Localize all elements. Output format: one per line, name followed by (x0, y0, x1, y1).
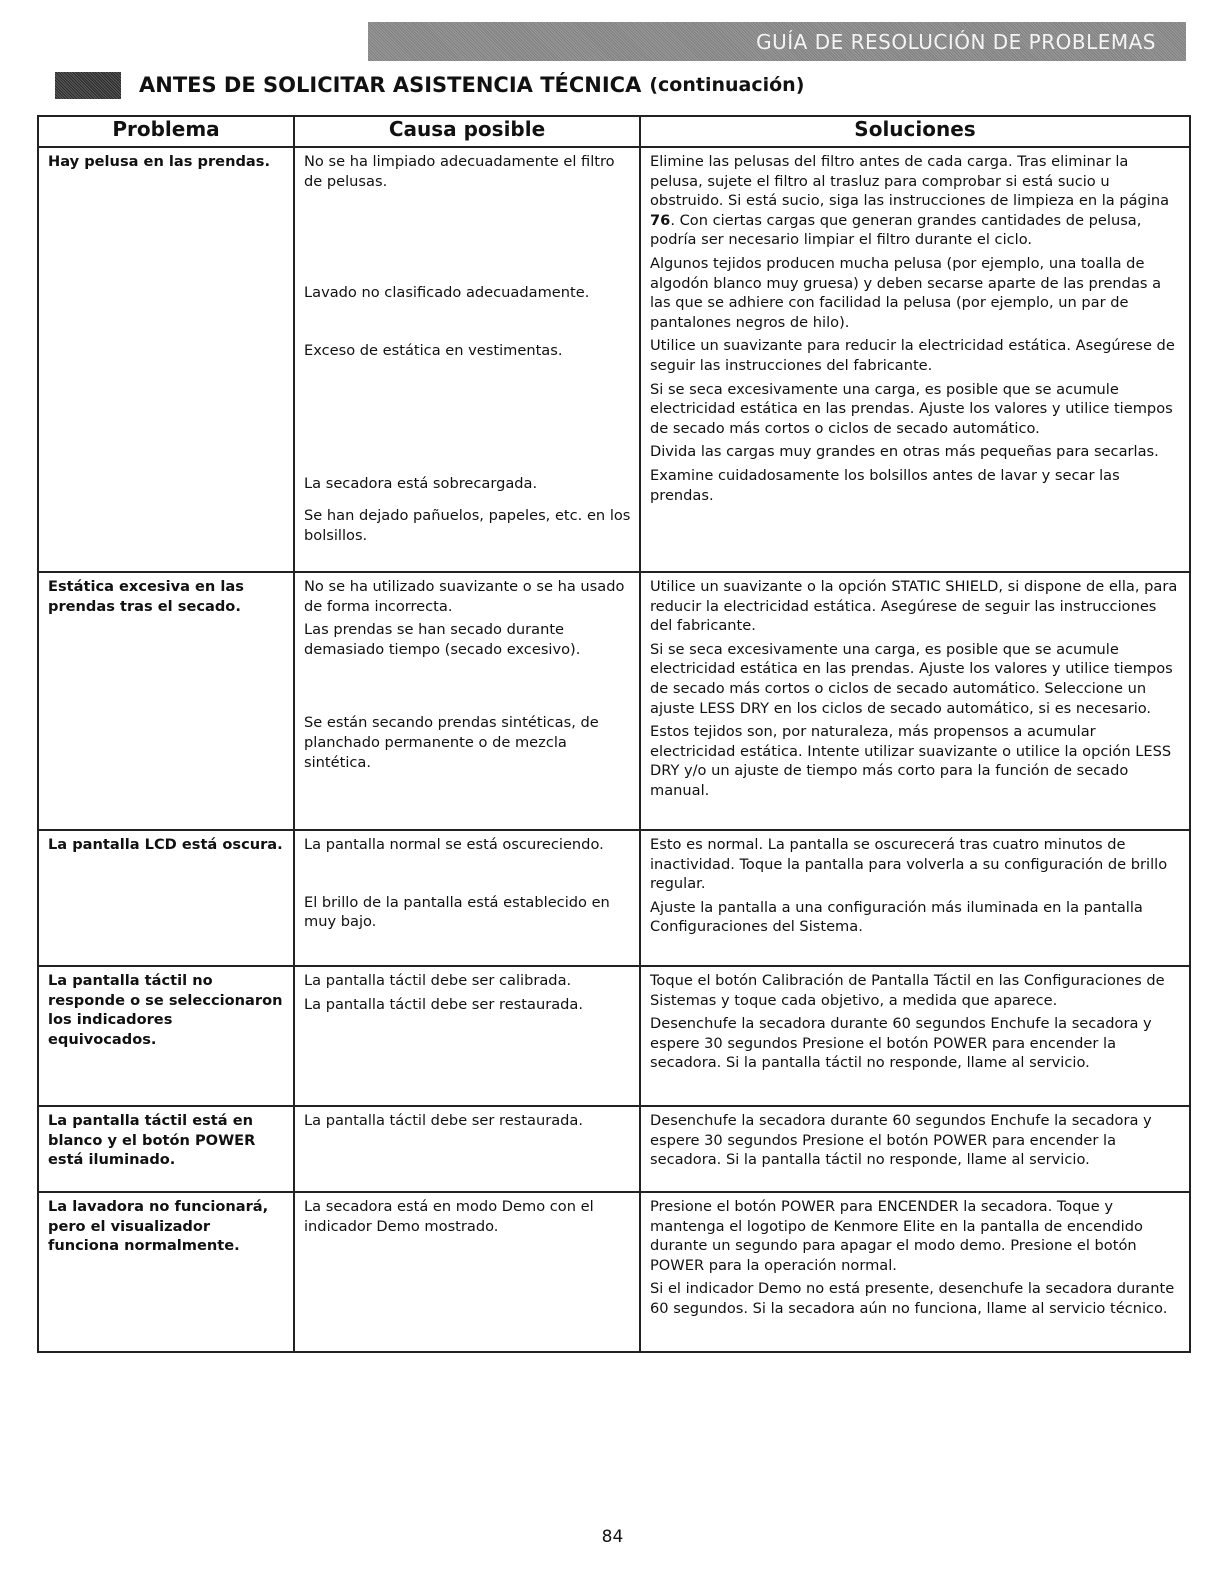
table-row (38, 147, 1190, 572)
problem-cell: Hay pelusa en las prendas. (38, 147, 294, 572)
cause-text: El brillo de la pantalla está establecido en muy bajo. (304, 893, 610, 931)
problem-cell: La pantalla LCD está oscura. (38, 830, 294, 966)
cause-text: La secadora está en modo Demo con el indicador Demo mostrado. (304, 1198, 594, 1235)
cause-text: La pantalla táctil debe ser restaurada. (304, 1112, 583, 1129)
solution-text: Algunos tejidos producen mucha pelusa (por ejemplo, una toalla de algodón blanco muy gruesa) y deben secarse aparte de las prendas a las que se adhiere con facilidad la pelusa (por ejemplo, un par de pantalones negros de hilo). (650, 254, 1162, 331)
problem-cell: Estática excesiva en las prendas tras el secado. (38, 572, 294, 830)
cause-cell (294, 147, 640, 572)
heading-suffix: (continuación) (649, 74, 805, 96)
table-header-row (38, 116, 1190, 147)
cause-cell (294, 572, 640, 830)
solution-text: Esto es normal. La pantalla se oscurecerá tras cuatro minutos de inactividad. Toque la pantalla para volverla a su configuración de brillo regular. (650, 836, 1168, 893)
cause-text: La secadora está sobrecargada. (304, 475, 538, 493)
problem-cell: La pantalla táctil está en blanco y el botón POWER está iluminado. (38, 1106, 294, 1192)
heading-marker-icon (55, 72, 121, 99)
solution-text: Si se seca excesivamente una carga, es posible que se acumule electricidad estática en las prendas. Ajuste los valores y utilice tiempos de secado más cortos o ciclos de secado automático. (650, 380, 1173, 437)
problem-cell: La pantalla táctil no responde o se seleccionaron los indicadores equivocados. (38, 966, 294, 1106)
cause-text: Se han dejado pañuelos, papeles, etc. en los bolsillos. (304, 506, 631, 544)
cause-text: La pantalla táctil debe ser calibrada. (304, 972, 572, 989)
page-number: 84 (601, 1527, 624, 1547)
table-row (38, 966, 1190, 1106)
header-problem: Problema (38, 116, 294, 147)
solution-cell (640, 147, 1190, 572)
solution-cell (640, 966, 1190, 1106)
page-heading (55, 68, 804, 102)
cause-text: La pantalla táctil debe ser restaurada. (304, 995, 583, 1013)
table-row (38, 572, 1190, 830)
heading-title: ANTES DE SOLICITAR ASISTENCIA TÉCNICA (139, 73, 642, 97)
cause-cell (294, 966, 640, 1106)
cause-text: Se están secando prendas sintéticas, de planchado permanente o de mezcla sintética. (304, 714, 599, 771)
solution-text: Si el indicador Demo no está presente, desenchufe la secadora durante 60 segundos. Si la secadora aún no funciona, llame al servicio técnico. (650, 1280, 1175, 1317)
cause-text: Las prendas se han secado durante demasiado tiempo (secado excesivo). (304, 621, 581, 658)
solution-text: Divida las cargas muy grandes en otras más pequeñas para secarlas. (650, 443, 1159, 461)
solution-cell (640, 1192, 1190, 1352)
solution-cell (640, 572, 1190, 830)
solution-text: Presione el botón POWER para ENCENDER la secadora. Toque y mantenga el logotipo de Kenmore Elite en la pantalla de encendido durante un segundo para apagar el modo demo. Presione el botón POWER para la operación normal. (650, 1198, 1143, 1274)
cause-text: La pantalla normal se está oscureciendo. (304, 836, 604, 853)
cause-cell (294, 830, 640, 966)
solution-text: Desenchufe la secadora durante 60 segundos Enchufe la secadora y espere 30 segundos Presione el botón POWER para encender la secadora. Si la pantalla táctil no responde, llame al servicio. (650, 1015, 1152, 1072)
troubleshooting-table (37, 115, 1191, 1353)
solution-cell (640, 1106, 1190, 1192)
solution-text: Toque el botón Calibración de Pantalla Táctil en las Configuraciones de Sistemas y toque cada objetivo, a medida que aparece. (650, 972, 1165, 1009)
solution-text: Si se seca excesivamente una carga, es posible que se acumule electricidad estática en las prendas. Ajuste los valores y utilice tiempos de secado más cortos o ciclos de secado automático. Seleccione un ajuste LESS DRY en los ciclos de secado automático, si es necesario. (650, 640, 1173, 717)
problem-cell: La lavadora no funcionará, pero el visualizador funciona normalmente. (38, 1192, 294, 1352)
solution-text: Ajuste la pantalla a una configuración más iluminada en la pantalla Configuraciones del Sistema. (650, 898, 1143, 936)
table-row (38, 1106, 1190, 1192)
section-banner (368, 22, 1186, 61)
solution-cell (640, 830, 1190, 966)
header-solution: Soluciones (640, 116, 1190, 147)
cause-cell (294, 1106, 640, 1192)
solution-text: Examine cuidadosamente los bolsillos antes de lavar y secar las prendas. (650, 466, 1120, 504)
cause-text: No se ha utilizado suavizante o se ha usado de forma incorrecta. (304, 578, 625, 615)
solution-text: Elimine las pelusas del filtro antes de cada carga. Tras eliminar la pelusa, sujete el filtro al trasluz para comprobar si está sucio u obstruido. Si está sucio, siga las instrucciones de limpieza en la página 76. Con ciertas cargas que generan grandes cantidades de pelusa, podría ser necesario limpiar el filtro durante el ciclo. (650, 153, 1170, 249)
table-row (38, 830, 1190, 966)
cause-text: No se ha limpiado adecuadamente el filtro de pelusas. (304, 153, 615, 190)
cause-text: Lavado no clasificado adecuadamente. (304, 284, 590, 302)
solution-text: Utilice un suavizante para reducir la electricidad estática. Asegúrese de seguir las instrucciones del fabricante. (650, 337, 1175, 374)
table-row (38, 1192, 1190, 1352)
solution-text: Desenchufe la secadora durante 60 segundos Enchufe la secadora y espere 30 segundos Presione el botón POWER para encender la secadora. Si la pantalla táctil no responde, llame al servicio. (650, 1112, 1152, 1169)
cause-text: Exceso de estática en vestimentas. (304, 341, 563, 359)
solution-text: Estos tejidos son, por naturaleza, más propensos a acumular electricidad estática. Intente utilizar suavizante o utilice la opción LESS DRY y/o un ajuste de tiempo más corto para la función de secado manual. (650, 723, 1172, 799)
solution-text: Utilice un suavizante o la opción STATIC SHIELD, si dispone de ella, para reducir la electricidad estática. Asegúrese de seguir las instrucciones del fabricante. (650, 578, 1178, 635)
banner-title: GUÍA DE RESOLUCIÓN DE PROBLEMAS (756, 29, 1156, 54)
header-cause: Causa posible (294, 116, 640, 147)
cause-cell (294, 1192, 640, 1352)
